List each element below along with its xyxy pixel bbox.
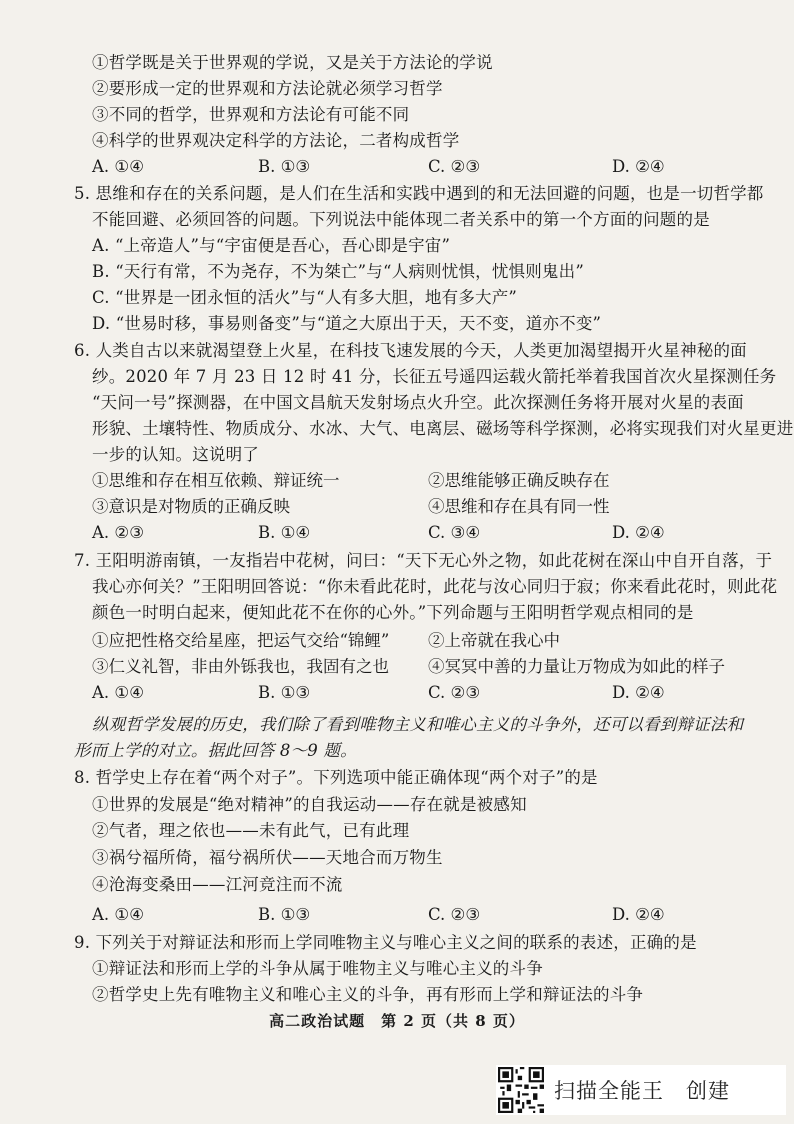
q6-statement-2: ②思维能够正确反映存在	[428, 471, 610, 490]
q7-statement-1: ①应把性格交给星座，把运气交给“锦鲤”	[92, 631, 390, 650]
q6-option-d: D. ②④	[612, 523, 665, 542]
q4-option-c: C. ②③	[428, 157, 481, 176]
q6-option-a: A. ②③	[92, 523, 144, 542]
q5-option-a: A. “上帝造人”与“宇宙便是吾心，吾心即是宇宙”	[92, 236, 451, 255]
q8-option-a: A. ①④	[92, 905, 144, 924]
q6-stem-line-2: 纱。2020 年 7 月 23 日 12 时 41 分，长征五号遥四运载火箭托举着我国首次火星探测任务	[92, 367, 777, 386]
q7-option-a: A. ①④	[92, 683, 144, 702]
q6-stem-line-3: “天问一号”探测器，在中国文昌航天发射场点火升空。此次探测任务将开展对火星的表面	[92, 393, 744, 412]
q7-option-c: C. ②③	[428, 683, 481, 702]
q4-statement-1: ①哲学既是关于世界观的学说，又是关于方法论的学说	[92, 53, 493, 72]
q7-statement-2: ②上帝就在我心中	[428, 631, 560, 650]
q7-statement-3: ③仁义礼智，非由外铄我也，我固有之也	[92, 657, 389, 676]
q7-stem-line-1: 7. 王阳明游南镇，一友指岩中花树，问曰：“天下无心外之物，如此花树在深山中自开自落，于	[74, 551, 773, 570]
q6-statement-1: ①思维和存在相互依赖、辩证统一	[92, 471, 340, 490]
q6-option-b: B. ①④	[258, 523, 311, 542]
q6-stem-line-5: 一步的认知。这说明了	[92, 445, 259, 464]
q7-option-b: B. ①③	[258, 683, 311, 702]
q7-option-d: D. ②④	[612, 683, 665, 702]
q6-statement-3: ③意识是对物质的正确反映	[92, 497, 290, 516]
q4-option-d: D. ②④	[612, 157, 665, 176]
q8-statement-1: ①世界的发展是“绝对精神”的自我运动——存在就是被感知	[92, 795, 527, 814]
q5-stem-line-2: 不能回避、必须回答的问题。下列说法中能体现二者关系中的第一个方面的问题的是	[92, 210, 710, 229]
q4-option-a: A. ①④	[92, 157, 144, 176]
q8-option-c: C. ②③	[428, 905, 481, 924]
q8-stem: 8. 哲学史上存在着“两个对子”。下列选项中能正确体现“两个对子”的是	[74, 768, 598, 787]
q7-statement-4: ④冥冥中善的力量让万物成为如此的样子	[428, 657, 725, 676]
scanner-watermark	[496, 1065, 786, 1115]
q6-stem-line-1: 6. 人类自古以来就渴望登上火星，在科技飞速发展的今天，人类更加渴望揭开火星神秘的面	[74, 341, 747, 360]
q6-statement-4: ④思维和存在具有同一性	[428, 497, 610, 516]
q9-statement-1: ①辩证法和形而上学的斗争从属于唯物主义与唯心主义的斗争	[92, 959, 543, 978]
q8-option-b: B. ①③	[258, 905, 311, 924]
q4-statement-3: ③不同的哲学，世界观和方法论有可能不同	[92, 105, 410, 124]
scanner-caption: 扫描全能王 创建	[554, 1079, 730, 1103]
circled-3-glyph: ③	[92, 105, 109, 124]
q5-option-d: D. “世易时移，事易则备变”与“道之大原出于天，天不变，道亦不变”	[92, 314, 602, 333]
q7-stem-line-2: 我心亦何关？”王阳明回答说：“你未看此花时，此花与汝心同归于寂；你来看此花时，则此花	[92, 577, 778, 596]
q9-stem: 9. 下列关于对辩证法和形而上学同唯物主义与唯心主义之间的联系的表述，正确的是	[74, 933, 697, 952]
q8-9-intro-line-1: 纵观哲学发展的历史，我们除了看到唯物主义和唯心主义的斗争外，还可以看到辩证法和	[92, 715, 744, 734]
q5-option-c: C. “世界是一团永恒的活火”与“人有多大胆，地有多大产”	[92, 288, 518, 307]
q5-stem-line-1: 5. 思维和存在的关系问题，是人们在生活和实践中遇到的和无法回避的问题，也是一切哲学都	[74, 184, 764, 203]
q4-option-b: B. ①③	[258, 157, 311, 176]
q6-option-c: C. ③④	[428, 523, 481, 542]
q9-statement-2: ②哲学史上先有唯物主义和唯心主义的斗争，再有形而上学和辩证法的斗争	[92, 985, 644, 1004]
q6-stem-line-4: 形貌、土壤特性、物质成分、水冰、大气、电离层、磁场等科学探测，必将实现我们对火星更进	[92, 419, 794, 438]
qr-code-icon	[498, 1067, 544, 1113]
q8-option-d: D. ②④	[612, 905, 665, 924]
q8-statement-2: ②气者，理之依也——未有此气，已有此理	[92, 821, 410, 840]
q5-option-b: B. “天行有常，不为尧存，不为桀亡”与“人病则忧惧，忧惧则鬼出”	[92, 262, 584, 281]
q4-statement-2: ②要形成一定的世界观和方法论就必须学习哲学	[92, 79, 443, 98]
q7-stem-line-3: 颜色一时明白起来，便知此花不在你的心外。”下列命题与王阳明哲学观点相同的是	[92, 603, 694, 622]
q8-statement-4: ④沧海变桑田——江河竞注而不流	[92, 875, 343, 894]
q4-statement-4: ④科学的世界观决定科学的方法论，二者构成哲学	[92, 131, 460, 150]
page-footer: 高二政治试题 第 2 页（共 8 页）	[269, 1012, 525, 1030]
q8-9-intro-line-2: 形而上学的对立。据此回答 8～9 题。	[74, 741, 357, 760]
q8-statement-3: ③祸兮福所倚，福兮祸所伏——天地合而万物生	[92, 848, 443, 867]
